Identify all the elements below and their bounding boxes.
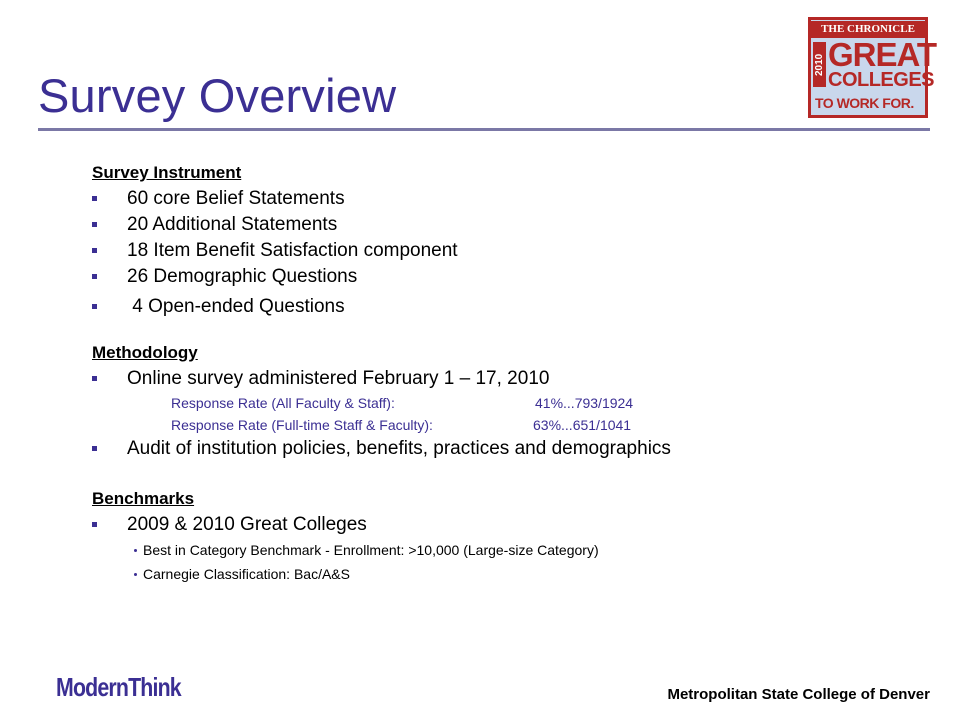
section-heading-instrument: Survey Instrument [92, 163, 242, 182]
response-rate-row [92, 414, 912, 436]
square-bullet-icon [92, 222, 97, 227]
square-bullet-icon [92, 446, 97, 451]
dot-bullet-icon [134, 573, 137, 576]
square-bullet-icon [92, 274, 97, 279]
badge-line-1: GREAT [828, 36, 937, 73]
list-item [92, 186, 912, 212]
list-item-text: 20 Additional Statements [127, 214, 338, 235]
list-item [92, 366, 912, 392]
list-item [92, 212, 912, 238]
modernthink-logo: ModernThink [56, 672, 181, 702]
list-item [92, 512, 912, 538]
badge-line-3: TO WORK FOR. [815, 95, 914, 111]
slide-content [92, 160, 912, 586]
list-item-text: 60 core Belief Statements [127, 188, 345, 209]
square-bullet-icon [92, 248, 97, 253]
section-heading-benchmarks: Benchmarks [92, 489, 195, 508]
square-bullet-icon [92, 304, 97, 309]
list-item-text: 4 Open-ended Questions [127, 296, 345, 317]
list-item [92, 238, 912, 264]
section-heading-methodology: Methodology [92, 343, 198, 362]
badge-publication: THE CHRONICLE [811, 21, 925, 38]
footer-institution: Metropolitan State College of Denver [667, 686, 930, 703]
sub-list-item-text: Carnegie Classification: Bac/A&S [143, 566, 350, 582]
list-item-text: 2009 & 2010 Great Colleges [127, 514, 367, 535]
square-bullet-icon [92, 376, 97, 381]
dot-bullet-icon [134, 549, 137, 552]
slide-title: Survey Overview [38, 69, 397, 122]
response-rate-row [92, 392, 912, 414]
list-item [92, 264, 912, 290]
list-item-text: Audit of institution policies, benefits, practices and demographics [127, 438, 671, 459]
response-rate-value: 63%...651/1041 [533, 417, 632, 433]
square-bullet-icon [92, 196, 97, 201]
title-divider [38, 128, 930, 131]
badge-line-2: COLLEGES [828, 69, 935, 91]
sub-list-item-text: Best in Category Benchmark - Enrollment: >10,000 (Large-size Category) [143, 542, 599, 558]
list-item-text: 18 Item Benefit Satisfaction component [127, 240, 458, 261]
response-rate-label: Response Rate (Full-time Staff & Faculty): [171, 417, 433, 433]
sub-list-item [92, 538, 912, 562]
great-colleges-badge [808, 17, 937, 118]
badge-year: 2010 [813, 42, 826, 87]
sub-list-item [92, 562, 912, 586]
list-item [92, 294, 912, 320]
list-item-text: Online survey administered February 1 – 17, 2010 [127, 368, 550, 389]
square-bullet-icon [92, 522, 97, 527]
response-rate-label: Response Rate (All Faculty & Staff): [171, 395, 395, 411]
list-item [92, 436, 912, 462]
response-rate-value: 41%...793/1924 [535, 395, 634, 411]
list-item-text: 26 Demographic Questions [127, 266, 358, 287]
